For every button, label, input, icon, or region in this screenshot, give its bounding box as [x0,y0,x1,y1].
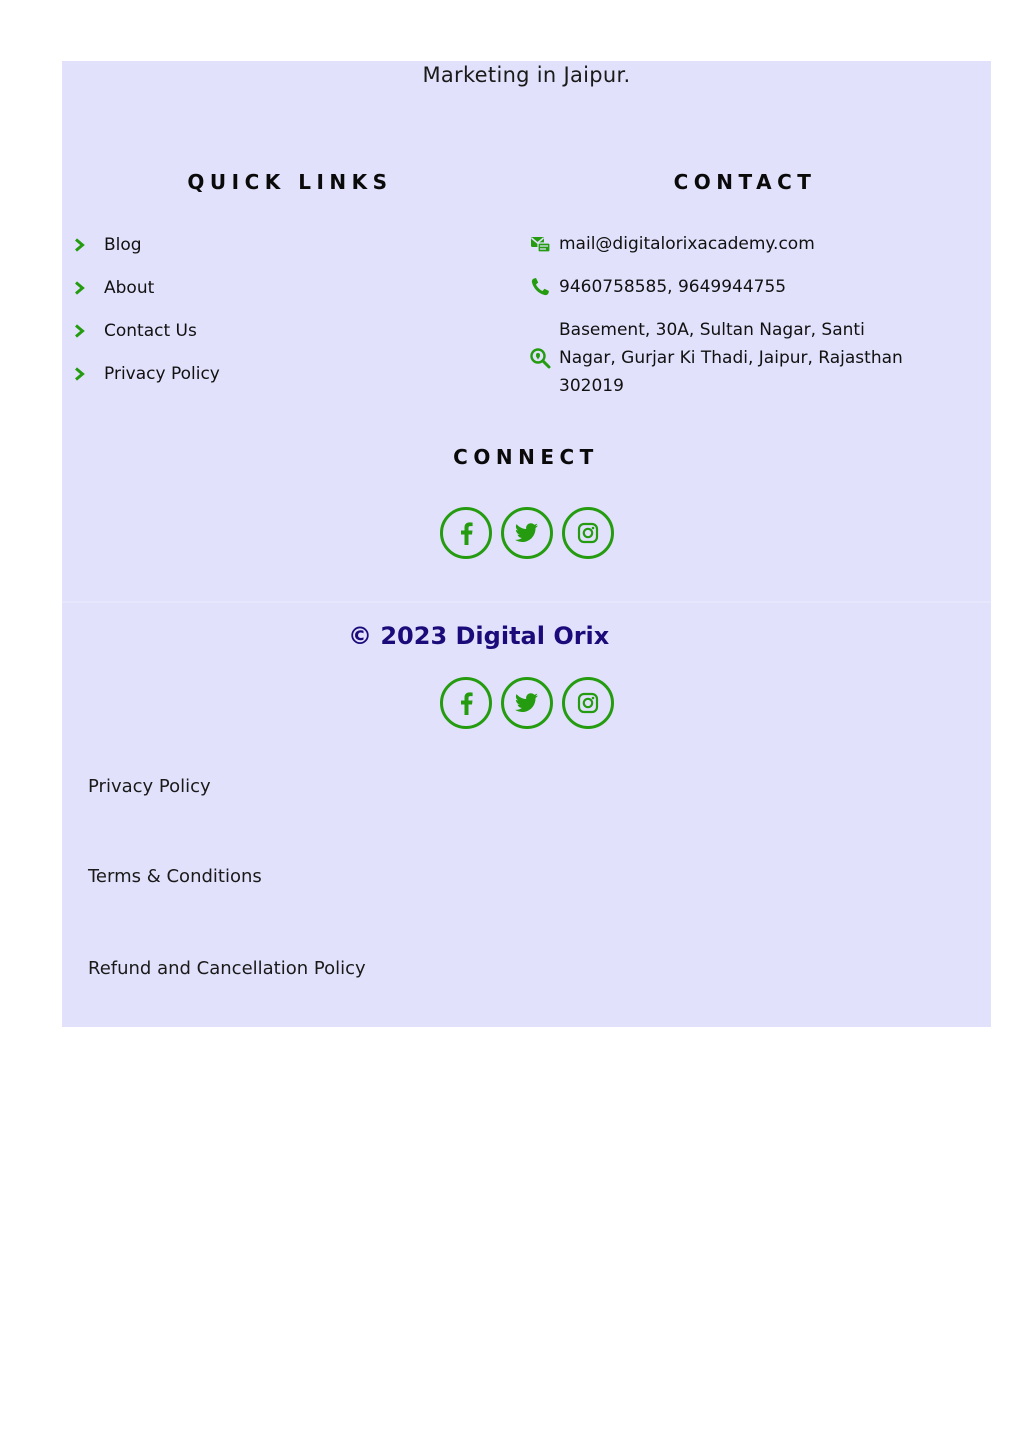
facebook-icon [455,690,477,716]
facebook-link[interactable] [440,507,492,559]
contact-email-text: mail@digitalorixacademy.com [559,234,815,254]
footer-social-row [440,677,620,729]
chevron-right-icon [74,324,86,338]
footer-link-terms-conditions[interactable]: Terms & Conditions [88,866,262,887]
quick-link-label: Blog [104,235,142,255]
quick-link-label: About [104,278,155,298]
footer-facebook-link[interactable] [440,677,492,729]
footer-twitter-link[interactable] [501,677,553,729]
contact-phone[interactable] [529,273,786,301]
quick-link-label: Contact Us [104,321,197,341]
connect-social-row [440,507,620,559]
contact-heading: CONTACT [673,170,817,194]
mail-icon [529,233,551,255]
chevron-right-icon [74,367,86,381]
contact-address-text: Basement, 30A, Sultan Nagar, Santi Nagar, Gurjar Ki Thadi, Jaipur, Rajasthan 302019 [559,320,903,396]
contact-address [529,316,919,400]
quick-link-privacy-policy[interactable] [74,362,220,386]
footer-link-refund-policy[interactable]: Refund and Cancellation Policy [88,958,366,979]
quick-link-label: Privacy Policy [104,364,220,384]
twitter-link[interactable] [501,507,553,559]
quick-link-blog[interactable] [74,233,142,257]
instagram-link[interactable] [562,507,614,559]
copyright-text: © 2023 Digital Orix [348,622,610,650]
facebook-icon [455,520,477,546]
search-location-icon [529,347,551,369]
instagram-icon [577,692,599,714]
footer-instagram-link[interactable] [562,677,614,729]
chevron-right-icon [74,238,86,252]
twitter-icon [514,692,540,714]
contact-phone-text: 9460758585, 9649944755 [559,277,787,297]
tagline-text: Marketing in Jaipur. [422,63,631,87]
phone-icon [529,276,551,298]
twitter-icon [514,522,540,544]
section-divider [62,601,991,603]
footer-link-privacy-policy[interactable]: Privacy Policy [88,776,211,797]
instagram-icon [577,522,599,544]
quick-link-contact-us[interactable] [74,319,197,343]
quick-link-about[interactable] [74,276,154,300]
contact-email[interactable] [529,230,815,258]
quick-links-heading: QUICK LINKS [187,170,393,194]
connect-heading: CONNECT [453,445,599,469]
chevron-right-icon [74,281,86,295]
